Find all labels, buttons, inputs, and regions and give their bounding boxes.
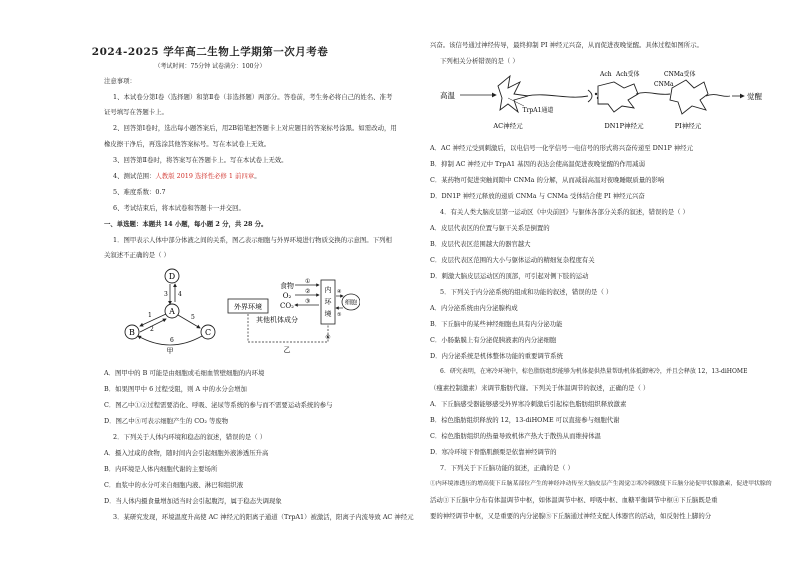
q6-stem-2: （瘦素控制激素）来调节脂肪代谢。下列关于体温调节的叙述，正确的是（ ） xyxy=(430,384,650,392)
q1-stem-1: 1．图甲表示人体中部分体液之间的关系，图乙表示细胞与外界环境进行物质交换的示意图。下列相 xyxy=(113,236,392,244)
step-4: ④ xyxy=(337,289,342,295)
q7-text-3: 要的神经调节中枢，又是重要的内分泌腺⑤下丘脑通过神经支配人体器官的活动，如反射性上脚的分 xyxy=(430,512,712,520)
q7-stem: 7．下列关于下丘脑功能的叙述，正确的是（ ） xyxy=(440,464,574,472)
step-5: ⑤ xyxy=(337,312,342,318)
q5-option-b: B．下丘脑中的某些神经细胞也具有内分泌功能 xyxy=(430,320,563,328)
edge-3: 3 xyxy=(164,291,168,298)
label-d: D xyxy=(168,272,176,281)
q5-stem: 5．下列关于内分泌系统的组成和功能的叙述，错误的是（ ） xyxy=(440,288,613,296)
q4-stem: 4．有关人类大脑皮层第一运动区《中央前回》与躯体各部分关系的叙述，错误的是（ ） xyxy=(440,208,689,216)
edge-4: 4 xyxy=(178,291,182,298)
label-awake: 觉醒 xyxy=(747,92,762,101)
q7-text-1: ①内环境渗透压的增高使下丘脑某部位产生的神经冲动传至大脑皮层产生渴觉②寒冷刺激使下丘脑分泌促甲状腺激素，促进甲状腺的 xyxy=(430,481,772,487)
step-2: ② xyxy=(305,288,311,295)
label-food: 食物 xyxy=(280,282,294,290)
label-trpa1: TrpA1通道 xyxy=(522,107,554,114)
q1-option-a: A．图甲中的 B 可能是由细胞或毛细血管壁细胞的内环境 xyxy=(104,369,265,377)
label-o2: O₂ xyxy=(282,292,292,300)
step-6: ⑥ xyxy=(325,334,331,341)
q2-stem: 2．下列关于人体内环境和稳态的叙述，错误的是（ ） xyxy=(113,433,267,441)
label-c: C xyxy=(204,328,212,337)
step-3: ③ xyxy=(305,298,311,305)
note-1a: 1、本试卷分第Ⅰ卷（选择题）和第Ⅱ卷（非选择题）两部分。答卷前，考生务必将自己的姓名、准考 xyxy=(113,93,393,101)
pi-neuron-body xyxy=(670,80,708,114)
caption-yi: 乙 xyxy=(283,346,291,354)
q6-option-a: A．下丘脑感受器能够感受外界寒冷刺激后引起棕色脂肪组织释放激素 xyxy=(430,400,627,408)
right-column xyxy=(420,0,794,562)
q6-option-b: B．棕色脂肪组织释放的 12，13-diHOME 可以直接参与细胞代谢 xyxy=(430,416,620,424)
svg-text:环: 环 xyxy=(324,298,332,306)
q4-option-a: A．皮层代表区的位置与躯干关系是倒置的 xyxy=(430,224,550,232)
q3-option-d: D．DN1P 神经元释放的递质 CNMa 与 CNMa 受体结合使 PI 神经元兴奋 xyxy=(430,192,645,200)
q4-option-c: C．皮层代表区范围的大小与躯体运动的精细复杂程度有关 xyxy=(430,256,595,264)
label-cnma-receptor: CNMa受体 xyxy=(664,71,696,78)
note-4: 4、测试范围：人教版 2019 选择性必修 1 前四章。 xyxy=(113,172,261,180)
q1-option-b: B．如果图甲中 6 过程受阻，则 A 中的水分会增加 xyxy=(104,385,247,393)
label-ach: Ach xyxy=(600,71,612,78)
exam-subtitle: （考试时间：75分钟 试卷满分：100分） xyxy=(154,63,266,70)
q1-stem-2: 关叙述不正确的是（ ） xyxy=(104,251,170,259)
arrow-a-to-c xyxy=(178,315,200,328)
label-pi: PI神经元 xyxy=(674,122,702,130)
diagram-yi xyxy=(225,276,360,356)
q3-stem-2: 兴奋。该信号通过神经传导，最终抑制 PI 神经元兴奋，从而促进夜晚觉醒。具体过程如图所示。 xyxy=(430,41,703,49)
q3-option-c: C．某药物可促进突触间隙中 CNMa 的分解，从而减弱高温对夜晚睡眠质量的影响 xyxy=(430,176,665,184)
step-1: ① xyxy=(305,278,311,285)
label-high-temp: 高温 xyxy=(440,91,455,100)
q3-stem-1: 3．某研究发现，环境温度升高使 AC 神经元的阳离子通道（TrpA1）被激活，阳离子内流导致 AC 神经元 xyxy=(113,513,414,521)
q2-option-b: B．内环境是人体内细胞代谢的主要场所 xyxy=(104,465,218,473)
note-6: 6、考试结束后，将本试卷和答题卡一并交回。 xyxy=(113,204,245,212)
label-co2: CO₂ xyxy=(280,302,294,310)
q6-option-d: D．寒冷环境下骨骼肌颤栗是依靠神经调节的 xyxy=(430,448,557,456)
dn1p-neuron-body xyxy=(598,82,638,112)
svg-text:境: 境 xyxy=(324,310,332,318)
q6-stem-1: 6．研究表明，在寒冷环境中，棕色脂肪组织能够为机体提供热量帮助机体抵御寒冷，并且会释放 12，13-diHOME xyxy=(440,368,748,375)
q3-option-a: A．AC 神经元受到刺激后，以电信号一化学信号一电信号的形式将兴奋传递至 DN1P 神经元 xyxy=(430,144,693,152)
label-a: A xyxy=(169,307,175,316)
edge-5: 5 xyxy=(191,314,195,321)
diagram-jia xyxy=(120,262,230,354)
q3-option-b: B．抑制 AC 神经元中 TrpA1 基因的表达会使高温促进夜晚觉醒的作用减弱 xyxy=(430,160,645,168)
label-ac: AC神经元 xyxy=(493,122,523,130)
label-ach-receptor: Ach受体 xyxy=(616,71,640,78)
note-1b: 证号填写在答题卡上。 xyxy=(104,108,168,116)
label-b: B xyxy=(129,328,135,337)
note-2a: 2、回答第Ⅰ卷时，选出每小题答案后，用2B铅笔把答题卡上对应题目的答案标号涂黑。如需改动，用 xyxy=(113,124,397,132)
ac-axon xyxy=(526,95,588,97)
svg-text:内: 内 xyxy=(324,286,332,294)
q1-option-d: D．图乙中⑤可表示细胞产生的 CO₂ 等废物 xyxy=(104,417,229,425)
q2-option-c: C．血浆中的水分可来自细胞内液、淋巴和组织液 xyxy=(104,481,244,489)
label-other: 其他机体成分 xyxy=(256,316,298,324)
label-dn1p: DN1P神经元 xyxy=(604,122,644,130)
label-env: 外界环境 xyxy=(234,303,262,311)
test-scope: 人教版 2019 选择性必修 1 前四章 xyxy=(155,172,255,180)
section-heading: 一、单选题：本题共 14 小题，每小题 2 分，共 28 分。 xyxy=(104,220,268,228)
note-5: 5、难度系数：0.7 xyxy=(113,188,166,196)
edge-2: 2 xyxy=(150,326,154,333)
arrow-a-to-b xyxy=(140,314,166,326)
label-cell: 细胞 xyxy=(344,299,358,307)
q1-option-c: C．图乙中①②过程需要消化、呼吸、泌尿等系统的参与而不需要运动系统的参与 xyxy=(104,401,333,409)
note-3: 3、回答第Ⅱ卷时，将答案写在答题卡上。写在本试卷上无效。 xyxy=(113,156,288,164)
edge-6: 6 xyxy=(170,337,174,344)
q3-stem-3: 下列相关分析错误的是（ ） xyxy=(440,57,519,65)
caption-jia: 甲 xyxy=(166,347,174,354)
q2-option-d: D．当人体内摄食量增加适当时会引起腹泻，属于稳态失调现象 xyxy=(104,497,282,505)
q5-option-d: D．内分泌系统是机体整体功能的重要调节系统 xyxy=(430,352,563,360)
q7-text-2: 活动③下丘脑中分布有体温调节中枢，如体温调节中枢、呼吸中枢、血糖平衡调节中枢④下丘脑既是重 xyxy=(430,496,718,504)
diagram-neuron xyxy=(438,66,768,136)
notes-heading: 注意事项： xyxy=(104,77,136,85)
q4-option-b: B．皮层代表区范围越大的器官越大 xyxy=(430,240,531,248)
q4-option-d: D．刺激大脑皮层运动区的顶部，可引起对侧下肢的运动 xyxy=(430,272,589,280)
q6-option-c: C．棕色脂肪组织的热量导致机体产热大于散热从而维持体温 xyxy=(430,432,602,440)
q2-option-a: A．摄入过咸的食物，随时间内会引起细胞外液渗透压升高 xyxy=(104,449,269,457)
label-cnma: CNMa xyxy=(654,81,674,88)
exam-title: 2024-2025 学年高二生物上学期第一次月考卷 xyxy=(91,46,329,58)
edge-1: 1 xyxy=(148,312,152,319)
note-2b: 橡皮擦干净后，再选涂其他答案标号。写在本试卷上无效。 xyxy=(104,140,271,148)
q5-option-a: A．内分泌系统由内分泌腺构成 xyxy=(430,304,518,312)
q5-option-c: C．小肠黏膜上有分泌促胰液素的内分泌细胞 xyxy=(430,336,557,344)
